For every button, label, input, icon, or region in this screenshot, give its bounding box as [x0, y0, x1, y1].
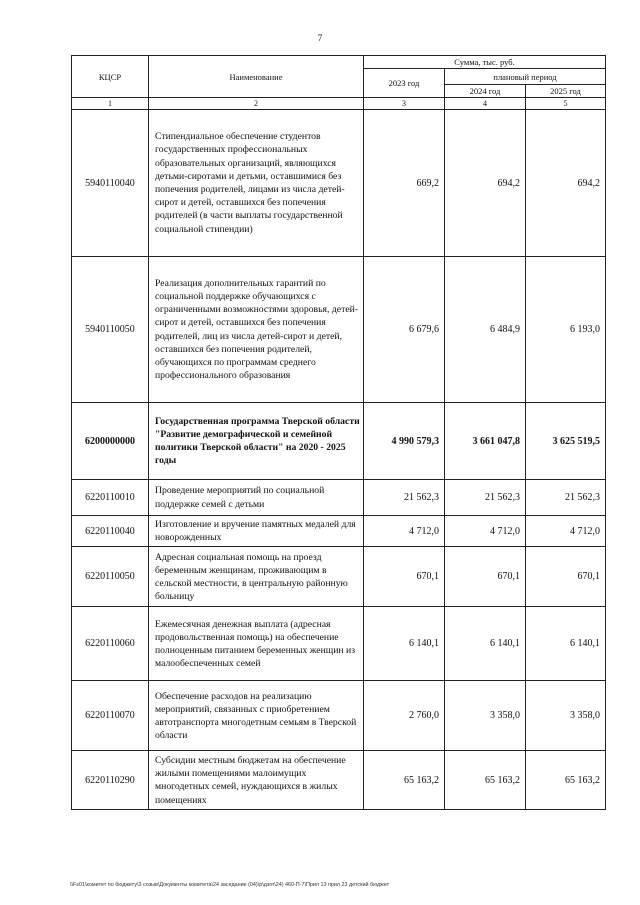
table-header	[72, 56, 606, 110]
row-value-2025: 21 562,3	[526, 480, 606, 516]
col-number-2: 2	[149, 98, 364, 110]
row-code: 5940110050	[72, 257, 149, 403]
row-name: Ежемесячная денежная выплата (адресная продовольственная помощь) на обеспечение полноценным питанием беременных женщин из малообеспеченных семей	[149, 607, 364, 681]
table-row	[72, 681, 606, 751]
row-value-2023: 2 760,0	[364, 681, 445, 751]
row-name: Проведение мероприятий по социальной поддержке семей с детьми	[149, 480, 364, 516]
col-number-3: 3	[364, 98, 445, 110]
page-number: 7	[317, 33, 323, 43]
row-code: 5940110040	[72, 110, 149, 257]
row-value-2023: 65 163,2	[364, 751, 445, 810]
table-row	[72, 516, 606, 547]
row-value-2024: 21 562,3	[445, 480, 526, 516]
row-value-2025: 3 625 519,5	[526, 403, 606, 480]
row-value-2024: 670,1	[445, 547, 526, 607]
col-number-5: 5	[526, 98, 606, 110]
row-value-2023: 669,2	[364, 110, 445, 257]
row-name: Стипендиальное обеспечение студентов государственных профессиональных образовательных организаций, являющихся детьми-сиротами и детьми, оставшимися без попечения родителей, лицами из числа детей-сирот и детей, оставшихся без попечения родителей (в части выплаты государственной социальной стипендии)	[149, 110, 364, 257]
table-row	[72, 751, 606, 810]
header-planned-period: плановый период	[445, 69, 606, 85]
row-value-2024: 65 163,2	[445, 751, 526, 810]
row-code: 6220110070	[72, 681, 149, 751]
row-value-2025: 6 193,0	[526, 257, 606, 403]
row-name: Адресная социальная помощь на проезд беременным женщинам, проживающим в сельской местности, в центральную районную больницу	[149, 547, 364, 607]
row-name: Субсидии местным бюджетам на обеспечение жилыми помещениями малоимущих многодетных семей, нуждающихся в жилых помещениях	[149, 751, 364, 810]
row-value-2024: 6 140,1	[445, 607, 526, 681]
header-name: Наименование	[149, 56, 364, 98]
row-name: Государственная программа Тверской области "Развитие демографической и семейной политики Тверской области" на 2020 - 2025 годы	[149, 403, 364, 480]
row-name: Изготовление и вручение памятных медалей для новорожденных	[149, 516, 364, 547]
row-name: Обеспечение расходов на реализацию мероприятий, связанных с приобретением автотранспорта многодетным семьям в Тверской области	[149, 681, 364, 751]
row-value-2023: 4 990 579,3	[364, 403, 445, 480]
table-row	[72, 547, 606, 607]
row-value-2025: 670,1	[526, 547, 606, 607]
row-value-2025: 6 140,1	[526, 607, 606, 681]
row-value-2025: 65 163,2	[526, 751, 606, 810]
col-number-4: 4	[445, 98, 526, 110]
table-row-program	[72, 403, 606, 480]
row-code: 6200000000	[72, 403, 149, 480]
row-value-2023: 21 562,3	[364, 480, 445, 516]
header-sum: Сумма, тыс. руб.	[364, 56, 606, 69]
table-row	[72, 480, 606, 516]
row-value-2024: 3 358,0	[445, 681, 526, 751]
column-number-row	[72, 98, 606, 110]
budget-table	[71, 55, 606, 810]
row-name: Реализация дополнительных гарантий по социальной поддержке обучающихся с ограниченными возможностями здоровья, детей-сирот и детей, оставшихся без попечения родителей, лиц из числа детей-сирот и детей, оставшихся без попечения родителей, обучающихся по программам среднего профессионального образования	[149, 257, 364, 403]
header-code: КЦСР	[72, 56, 149, 98]
row-value-2025: 4 712,0	[526, 516, 606, 547]
row-code: 6220110040	[72, 516, 149, 547]
col-number-1: 1	[72, 98, 149, 110]
row-code: 6220110060	[72, 607, 149, 681]
row-value-2024: 4 712,0	[445, 516, 526, 547]
row-value-2023: 6 140,1	[364, 607, 445, 681]
header-year-2024: 2024 год	[445, 85, 526, 98]
header-year-2025: 2025 год	[526, 85, 606, 98]
row-value-2023: 670,1	[364, 547, 445, 607]
row-value-2023: 6 679,6	[364, 257, 445, 403]
header-year-2023: 2023 год	[364, 69, 445, 98]
footer-file-path: \\Fs01\комитет по бюджету\3 созыв\Документы комитета\24 заседание (04)\р\дзгп\24) 460-П-7\Прил 13 прил 23 детский бюджет	[70, 882, 390, 888]
row-code: 6220110010	[72, 480, 149, 516]
row-value-2024: 6 484,9	[445, 257, 526, 403]
row-code: 6220110050	[72, 547, 149, 607]
table-row	[72, 257, 606, 403]
row-value-2024: 694,2	[445, 110, 526, 257]
row-value-2023: 4 712,0	[364, 516, 445, 547]
row-value-2025: 3 358,0	[526, 681, 606, 751]
table-row	[72, 110, 606, 257]
row-value-2024: 3 661 047,8	[445, 403, 526, 480]
row-value-2025: 694,2	[526, 110, 606, 257]
table-row	[72, 607, 606, 681]
row-code: 6220110290	[72, 751, 149, 810]
